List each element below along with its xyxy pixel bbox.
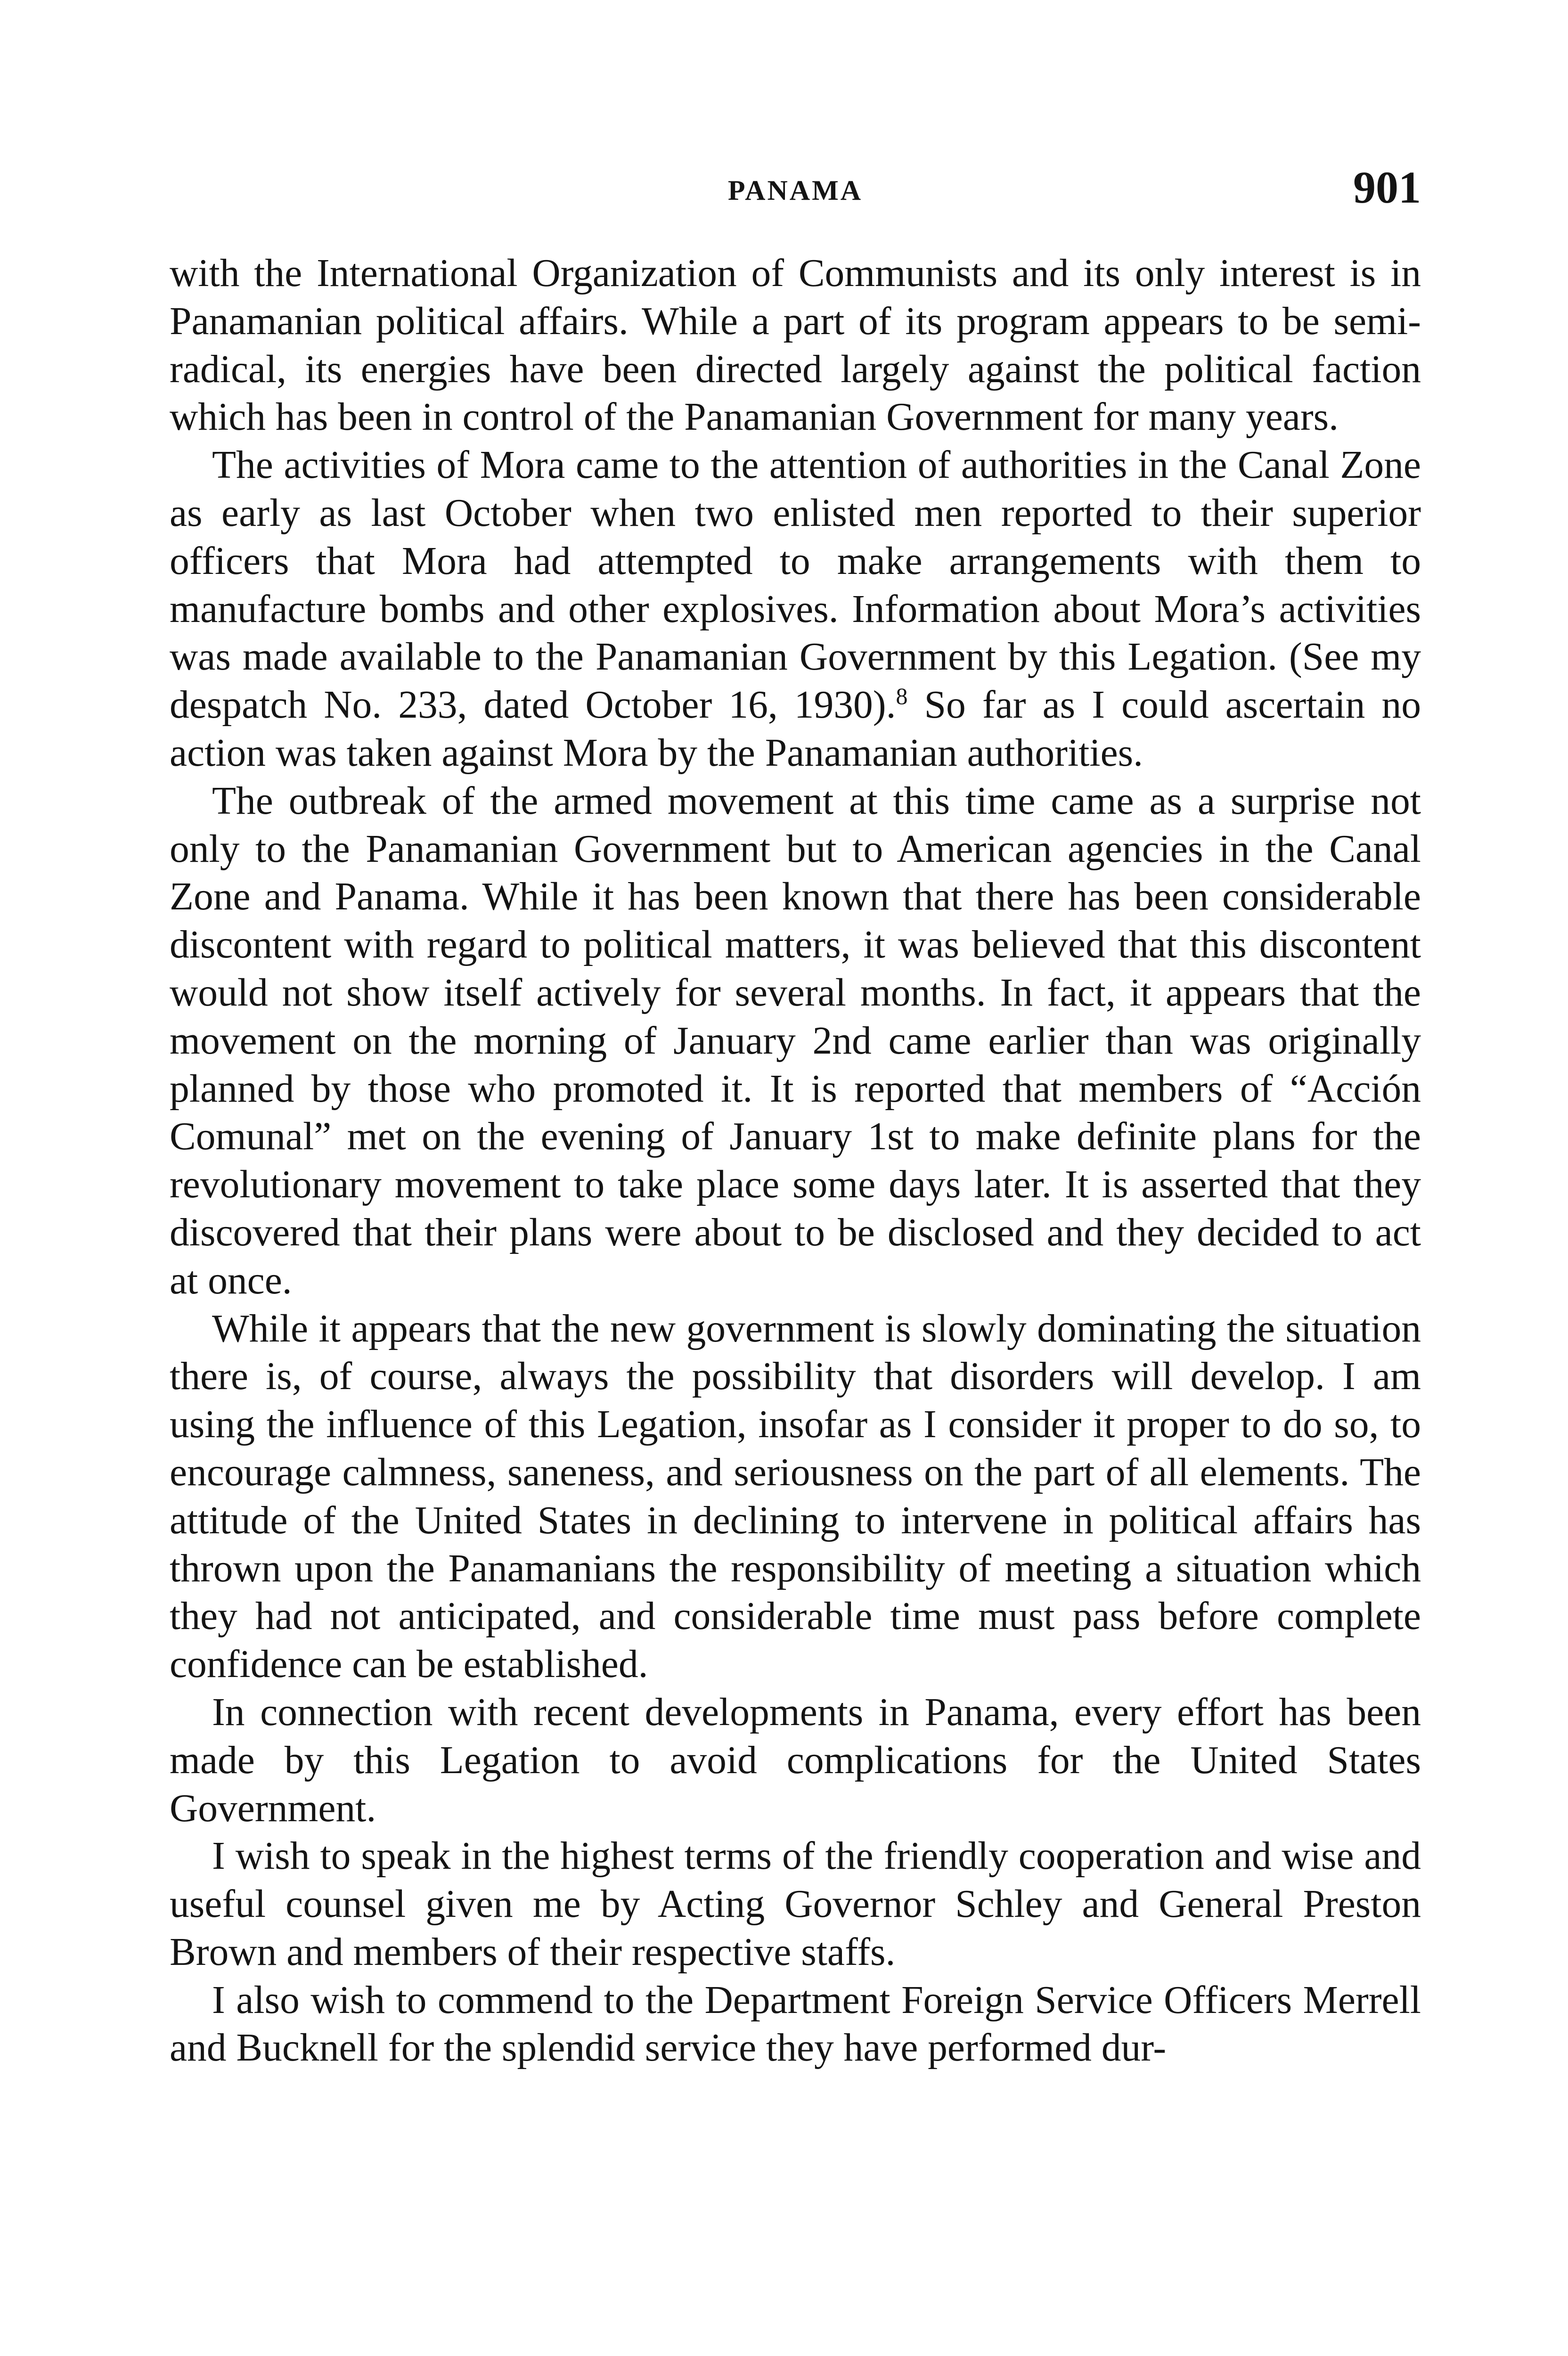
paragraph: In connection with recent developments in Panama, every effort has been made by this Legation to avoid complications for the United States Government. <box>170 1690 1421 1830</box>
paragraph: While it appears that the new government is slowly dominating the situation there is, of course, always the possibility that disorders will develop. I am using the influence of this Legation, insofar as I consider it proper to do so, to encourage calmness, saneness, and seriousness on the part of all elements. The attitude of the United States in declining to intervene in political affairs has thrown upon the Panamanians the responsibility of meeting a situation which they had not anticipated, and considerable time must pass before complete confidence can be established. <box>170 1307 1421 1686</box>
paragraph-text: So far as I could ascertain no action was taken against Mora by the Panamanian authorities. <box>170 683 1421 775</box>
footnote-reference: 8 <box>896 683 908 710</box>
paragraph: I also wish to commend to the Department Foreign Service Officers Merrell and Bucknell for the splendid service they have performed dur- <box>170 1978 1421 2070</box>
paragraph <box>170 442 1421 777</box>
body-text <box>170 250 1421 2072</box>
running-title: PANAMA <box>727 175 863 206</box>
paragraph-text: The activities of Mora came to the attention of authorities in the Canal Zone as early as last October when two enlisted men reported to their superior officers that Mora had attempted to make arrangements with them to manufacture bombs and other explosives. Information about Mora’s activities was made available to the Panamanian Government by this Legation. (See my despatch No. 233, dated October 16, 1930). <box>170 443 1421 727</box>
paragraph: with the International Organization of Communists and its only interest is in Panamanian political affairs. While a part of its program appears to be semi-radical, its energies have been directed largely against the political faction which has been in control of the Panamanian Government for many years. <box>170 252 1421 439</box>
paragraph: The outbreak of the armed movement at this time came as a surprise not only to the Panamanian Government but to American agencies in the Canal Zone and Panama. While it has been known that there has been considerable discontent with regard to political matters, it was believed that this discontent would not show itself actively for several months. In fact, it appears that the movement on the morning of January 2nd came earlier than was originally planned by those who promoted it. It is reported that members of “Acción Comunal” met on the evening of January 1st to make definite plans for the revolutionary movement to take place some days later. It is asserted that they discovered that their plans were about to be disclosed and they decided to act at once. <box>170 779 1421 1302</box>
running-header <box>170 161 1421 218</box>
page-number: 901 <box>1353 162 1421 213</box>
paragraph: I wish to speak in the highest terms of the friendly cooperation and wise and useful counsel given me by Acting Governor Schley and General Preston Brown and members of their respective staffs. <box>170 1834 1421 1974</box>
